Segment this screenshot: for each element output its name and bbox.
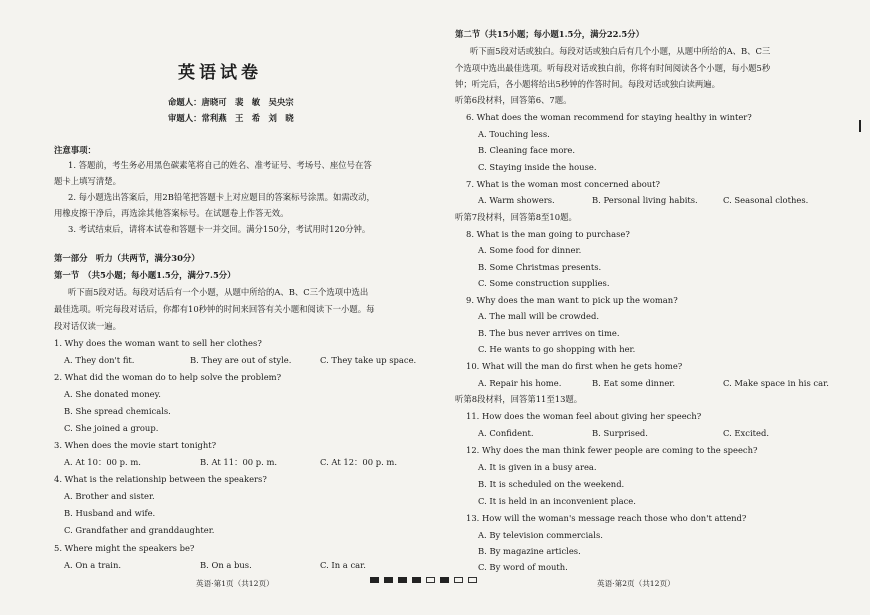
option: C. Make space in his car. <box>723 378 829 388</box>
question: 11. How does the woman feel about giving her speech? <box>466 411 702 421</box>
reviewers: 审题人：常利燕 王 希 刘 晓 <box>168 113 294 123</box>
instruction-line: 最佳选项。听完每段对话后，你都有10秒钟的时间来回答有关小题和阅读下一小题。每 <box>54 304 375 314</box>
question: 8. What is the man going to purchase? <box>466 229 630 239</box>
option: B. Some Christmas presents. <box>478 262 602 272</box>
notice-line: 用橡皮擦干净后，再选涂其他答案标号。在试题卷上作答无效。 <box>54 208 289 218</box>
material-heading: 听第8段材料，回答第11至13题。 <box>455 394 583 404</box>
option: B. By magazine articles. <box>478 546 581 556</box>
option: C. Excited. <box>723 428 769 438</box>
section-2-heading: 第二节（共15小题；每小题1.5分，满分22.5分） <box>455 29 644 39</box>
question: 4. What is the relationship between the speakers? <box>54 474 267 484</box>
mark-filled <box>412 577 421 583</box>
option: A. Confident. <box>478 428 534 438</box>
option: A. Brother and sister. <box>64 491 155 501</box>
option: C. She joined a group. <box>64 423 159 433</box>
question: 2. What did the woman do to help solve the problem? <box>54 372 282 382</box>
notice-heading: 注意事项： <box>54 145 96 155</box>
option: B. Surprised. <box>592 428 648 438</box>
option: B. It is scheduled on the weekend. <box>478 479 625 489</box>
option: C. Some construction supplies. <box>478 278 610 288</box>
notice-line: 2. 每小题选出答案后，用2B铅笔把答题卡上对应题目的答案标号涂黑。如需改动， <box>68 192 375 202</box>
page-footer: 英语·第1页（共12页） <box>196 579 274 588</box>
option: A. Touching less. <box>478 129 550 139</box>
option: A. At 10：00 p. m. <box>64 457 141 467</box>
scan-artifact-bar <box>859 120 861 132</box>
question: 9. Why does the man want to pick up the woman? <box>466 295 678 305</box>
part-1-heading: 第一部分 听力（共两节，满分30分） <box>54 253 200 263</box>
option: A. They don't fit. <box>64 355 135 365</box>
option: A. On a train. <box>64 560 122 570</box>
option: A. Some food for dinner. <box>478 245 582 255</box>
question: 1. Why does the woman want to sell her clothes? <box>54 338 262 348</box>
section-1-heading: 第一节 （共5小题；每小题1.5分，满分7.5分） <box>54 270 236 280</box>
mark-filled <box>384 577 393 583</box>
material-heading: 听第6段材料，回答第6、7题。 <box>455 95 572 105</box>
question: 3. When does the movie start tonight? <box>54 440 217 450</box>
material-heading: 听第7段材料，回答第8至10题。 <box>455 212 577 222</box>
option: A. Warm showers. <box>478 195 555 205</box>
instruction-line: 个选项中选出最佳选项。听每段对话或独白前，你将有时间阅读各个小题，每小题5秒 <box>455 63 771 73</box>
option: B. Husband and wife. <box>64 508 156 518</box>
option: A. She donated money. <box>64 389 161 399</box>
option: B. Personal living habits. <box>592 195 698 205</box>
option: B. The bus never arrives on time. <box>478 328 620 338</box>
page-2 <box>440 0 870 615</box>
question: 7. What is the woman most concerned about? <box>466 179 660 189</box>
exam-title: 英语试卷 <box>178 63 262 83</box>
instruction-line: 听下面5段对话或独白。每段对话或独白后有几个小题，从题中所给的A、B、C三 <box>470 46 771 56</box>
question: 13. How will the woman's message reach those who don't attend? <box>466 513 747 523</box>
option: C. It is held in an inconvenient place. <box>478 496 636 506</box>
option: C. Seasonal clothes. <box>723 195 809 205</box>
notice-line: 1. 答题前，考生务必用黑色碳素笔将自己的姓名、准考证号、考场号、座位号在答 <box>68 160 372 170</box>
option: C. At 12：00 p. m. <box>320 457 398 467</box>
option: C. He wants to go shopping with her. <box>478 344 636 354</box>
instruction-line: 段对话仅读一遍。 <box>54 321 121 331</box>
option: B. Eat some dinner. <box>592 378 676 388</box>
option: B. They are out of style. <box>190 355 292 365</box>
instruction-line: 钟；听完后，各小题将给出5秒钟的作答时间。每段对话或独白读两遍。 <box>455 79 720 89</box>
option: B. At 11：00 p. m. <box>200 457 278 467</box>
authors: 命题人：唐晓可 裴 敏 吴央宗 <box>168 97 294 107</box>
mark-filled <box>370 577 379 583</box>
option: A. Repair his home. <box>478 378 562 388</box>
question: 6. What does the woman recommend for staying healthy in winter? <box>466 112 752 122</box>
page-footer: 英语·第2页（共12页） <box>597 579 675 588</box>
option: C. By word of mouth. <box>478 562 568 572</box>
option: C. In a car. <box>320 560 366 570</box>
instruction-line: 听下面5段对话。每段对话后有一个小题，从题中所给的A、B、C三个选项中选出 <box>68 287 369 297</box>
option: C. Grandfather and granddaughter. <box>64 525 215 535</box>
question: 5. Where might the speakers be? <box>54 543 195 553</box>
mark-filled <box>398 577 407 583</box>
option: C. Staying inside the house. <box>478 162 597 172</box>
option: B. Cleaning face more. <box>478 145 576 155</box>
mark-open <box>426 577 435 583</box>
option: A. It is given in a busy area. <box>478 462 597 472</box>
option: C. They take up space. <box>320 355 417 365</box>
option: B. On a bus. <box>200 560 252 570</box>
notice-line: 3. 考试结束后，请将本试卷和答题卡一并交回。满分150分，考试用时120分钟。 <box>68 224 371 234</box>
question: 10. What will the man do first when he gets home? <box>466 361 683 371</box>
question: 12. Why does the man think fewer people are coming to the speech? <box>466 445 758 455</box>
option: A. By television commercials. <box>478 530 603 540</box>
option: A. The mall will be crowded. <box>478 311 600 321</box>
notice-line: 题卡上填写清楚。 <box>54 176 121 186</box>
option: B. She spread chemicals. <box>64 406 171 416</box>
